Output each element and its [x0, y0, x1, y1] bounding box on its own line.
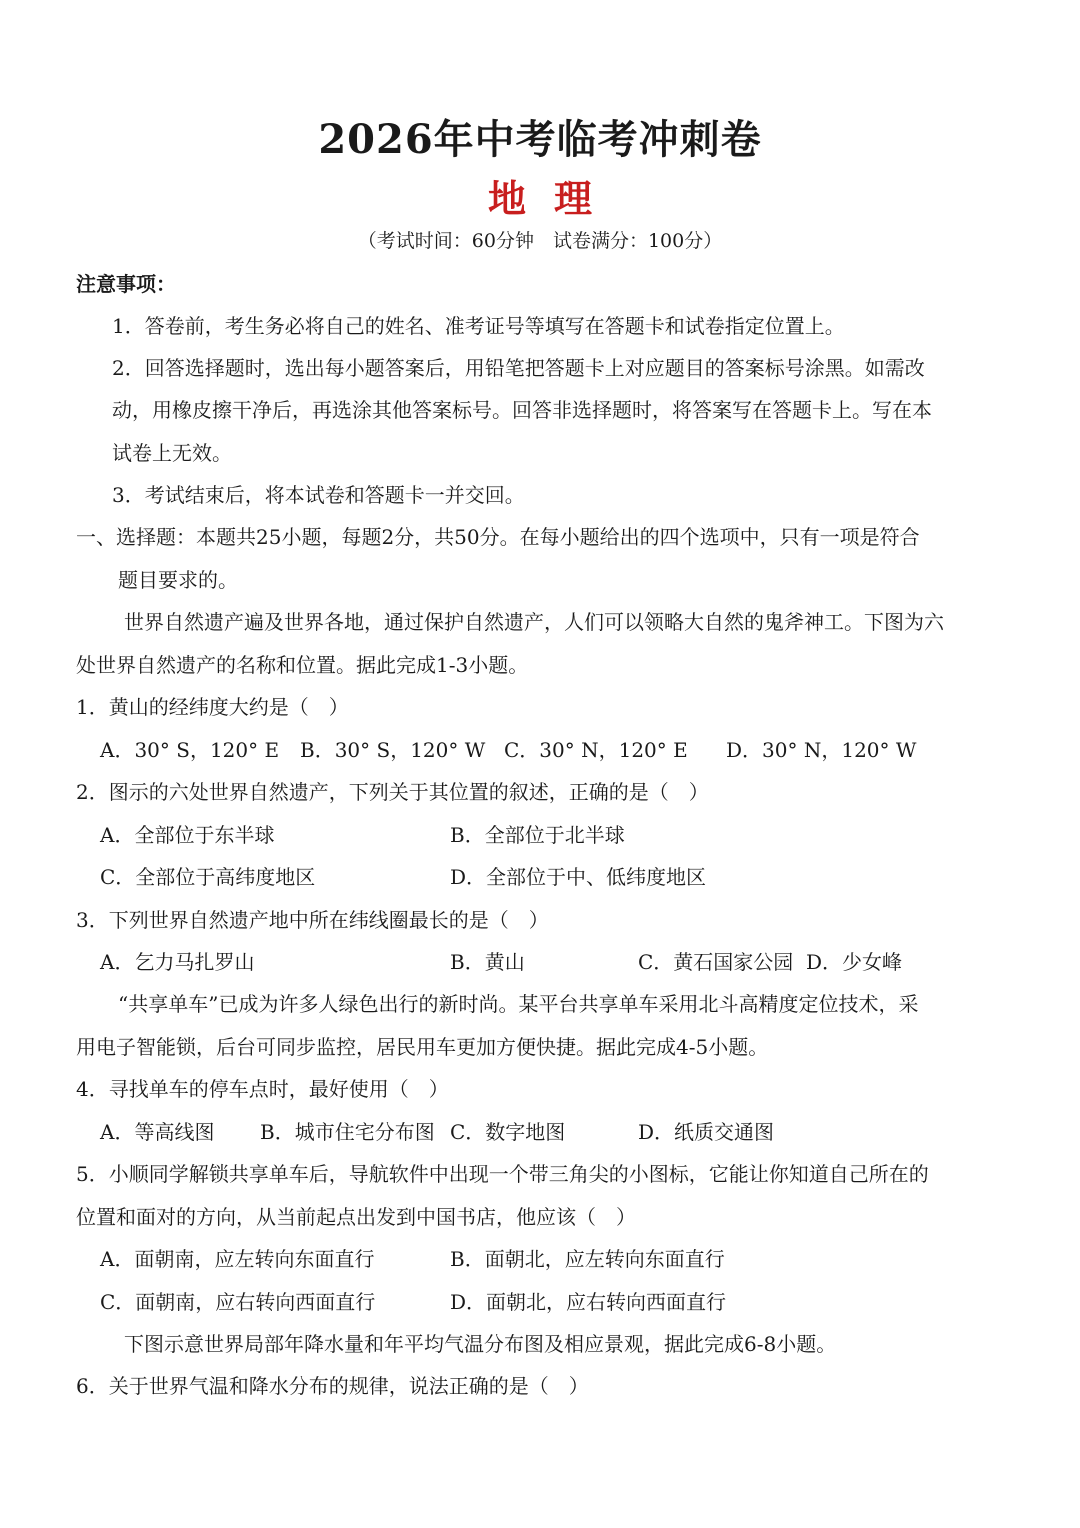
q3-option-a: A．乞力马扎罗山: [100, 950, 255, 974]
notice-item: 2．回答选择题时，选出每小题答案后，用铅笔把答题卡上对应题目的答案标号涂黑。如需改: [112, 356, 925, 380]
passage-text: 世界自然遗产遍及世界各地，通过保护自然遗产，人们可以领略大自然的鬼斧神工。下图为六: [124, 610, 944, 634]
q4-option-d: D．纸质交通图: [638, 1120, 775, 1144]
question-5-stem-cont: 位置和面对的方向，从当前起点出发到中国书店，他应该（ ）: [76, 1205, 636, 1229]
notice-item: 1．答卷前，考生务必将自己的姓名、准考证号等填写在答题卡和试卷指定位置上。: [112, 314, 845, 338]
notice-item: 动，用橡皮擦干净后，再选涂其他答案标号。回答非选择题时，将答案写在答题卡上。写在本: [112, 398, 932, 422]
passage-text: 用电子智能锁，后台可同步监控，居民用车更加方便快捷。据此完成4-5小题。: [76, 1035, 769, 1059]
q2-option-c: C．全部位于高纬度地区: [100, 865, 316, 889]
notice-heading: 注意事项：: [76, 272, 176, 296]
q3-option-c: C．黄石国家公园: [638, 950, 794, 974]
q1-option-c: C．30° N，120° E: [504, 738, 688, 762]
notice-item: 3．考试结束后，将本试卷和答题卡一并交回。: [112, 483, 525, 507]
notice-item: 试卷上无效。: [112, 441, 232, 465]
q5-option-b: B．面朝北，应左转向东面直行: [450, 1247, 725, 1271]
q2-option-b: B．全部位于北半球: [450, 823, 625, 847]
q5-option-c: C．面朝南，应右转向西面直行: [100, 1290, 376, 1314]
q1-option-b: B．30° S，120° W: [300, 738, 486, 762]
question-4-stem: 4．寻找单车的停车点时，最好使用（ ）: [76, 1077, 449, 1101]
exam-meta: （考试时间：60分钟 试卷满分：100分）: [357, 230, 723, 252]
passage-text: “共享单车”已成为许多人绿色出行的新时尚。某平台共享单车采用北斗高精度定位技术，采: [118, 992, 919, 1016]
passage-text: 处世界自然遗产的名称和位置。据此完成1-3小题。: [76, 653, 529, 677]
question-6-stem: 6．关于世界气温和降水分布的规律，说法正确的是（ ）: [76, 1374, 589, 1398]
section-heading-cont: 题目要求的。: [118, 568, 238, 592]
q4-option-a: A．等高线图: [100, 1120, 215, 1144]
question-3-stem: 3．下列世界自然遗产地中所在纬线圈最长的是（ ）: [76, 908, 549, 932]
q5-option-d: D．面朝北，应右转向西面直行: [450, 1290, 727, 1314]
q5-option-a: A．面朝南，应左转向东面直行: [100, 1247, 375, 1271]
question-5-stem: 5．小顺同学解锁共享单车后，导航软件中出现一个带三角尖的小图标，它能让你知道自己所在的: [76, 1162, 929, 1186]
question-2-stem: 2．图示的六处世界自然遗产，下列关于其位置的叙述，正确的是（ ）: [76, 780, 709, 804]
passage-text: 下图示意世界局部年降水量和年平均气温分布图及相应景观，据此完成6-8小题。: [124, 1332, 837, 1356]
q4-option-c: C．数字地图: [450, 1120, 566, 1144]
q1-option-d: D．30° N，120° W: [726, 738, 917, 762]
q1-option-a: A．30° S，120° E: [100, 738, 280, 762]
q2-option-a: A．全部位于东半球: [100, 823, 275, 847]
q2-option-d: D．全部位于中、低纬度地区: [450, 865, 707, 889]
question-1-stem: 1．黄山的经纬度大约是（ ）: [76, 695, 349, 719]
section-heading: 一、选择题：本题共25小题，每题2分，共50分。在每小题给出的四个选项中，只有一项是符合: [76, 525, 920, 549]
q4-option-b: B．城市住宅分布图: [260, 1120, 435, 1144]
subject-title: 地理: [487, 176, 620, 221]
q3-option-d: D．少女峰: [806, 950, 903, 974]
exam-title: 2026年中考临考冲刺卷: [318, 116, 762, 163]
q3-option-b: B．黄山: [450, 950, 525, 974]
